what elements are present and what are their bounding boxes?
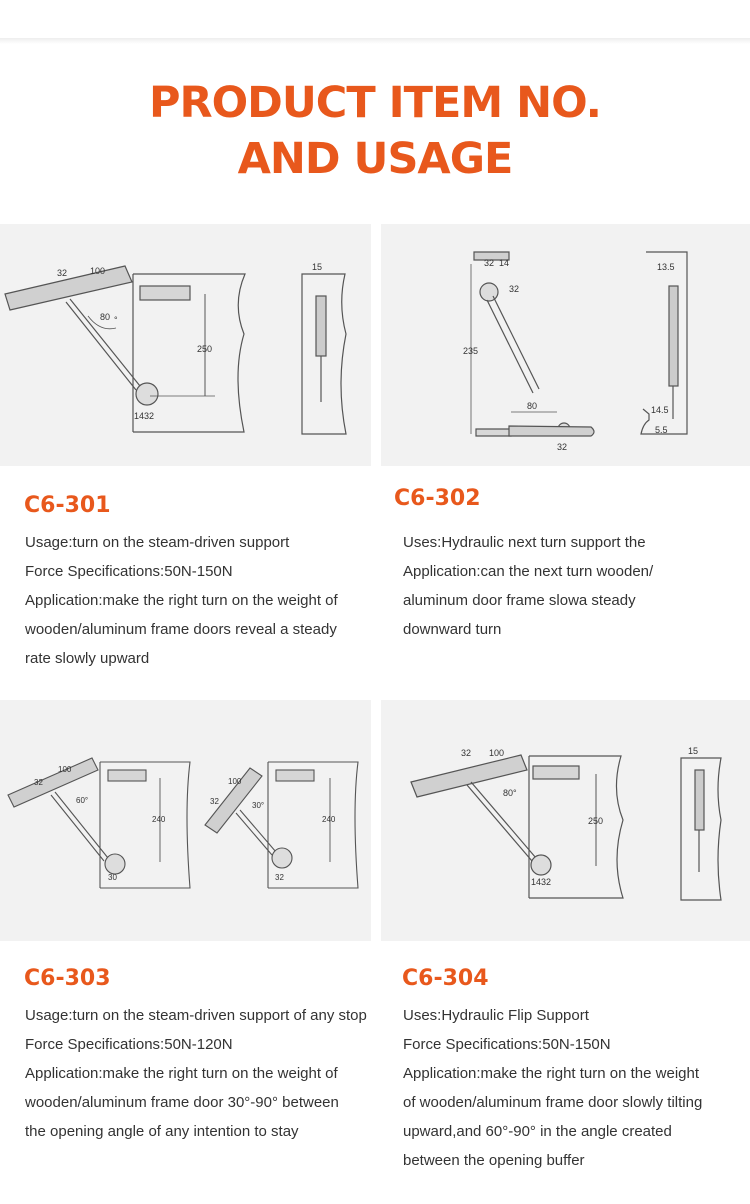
c6-304-dim-b: 100	[489, 748, 505, 758]
description-line: Application:can the next turn wooden/	[403, 563, 654, 580]
description-line: Force Specifications:50N-120N	[25, 1036, 233, 1053]
c6-301-dim-c: 80	[100, 312, 111, 322]
c6-304-dim-c: 80°	[503, 788, 517, 798]
c6-302-dim-g: 13.5	[657, 262, 675, 272]
description-line: aluminum door frame slowa steady	[403, 592, 636, 609]
description-line: of wooden/aluminum frame door slowly tilting	[403, 1094, 703, 1111]
c6-303-drawing	[0, 700, 371, 941]
c6-303-dim-f: 100	[228, 777, 242, 786]
c6-302-drawing	[381, 224, 750, 466]
product-code-c6-304: C6-304	[402, 966, 489, 991]
c6-302-dim-f: 32	[557, 442, 568, 452]
description-line: Application:make the right turn on the weight of	[25, 592, 338, 609]
description-line: wooden/aluminum frame doors reveal a steady	[25, 621, 337, 638]
description-line: Force Specifications:50N-150N	[25, 563, 233, 580]
c6-303-dim-c: 60°	[76, 796, 89, 805]
c6-303-dim-a: 32	[34, 778, 43, 787]
description-line: the opening angle of any intention to stay	[25, 1123, 299, 1140]
product-description-c6-301	[25, 528, 338, 673]
c6-304-dim-f: 15	[688, 746, 699, 756]
c6-304-drawing	[381, 700, 750, 941]
diagram-panel-c6-301	[0, 224, 371, 466]
c6-302-dim-e: 80	[527, 401, 538, 411]
description-line: Force Specifications:50N-150N	[403, 1036, 611, 1053]
product-code-c6-302: C6-302	[394, 486, 481, 511]
description-line: rate slowly upward	[25, 650, 150, 667]
diagram-panel-c6-303	[0, 700, 371, 941]
c6-304-dim-d: 250	[588, 816, 604, 826]
c6-302-dim-h: 14.5	[651, 405, 669, 415]
c6-303-dim-d: 240	[152, 815, 166, 824]
c6-301-dim-f: 1432	[134, 411, 155, 421]
product-description-c6-302	[403, 528, 653, 644]
diagram-panel-c6-304	[381, 700, 750, 941]
c6-301-dim-d: °	[114, 315, 118, 325]
page-title-line-1: PRODUCT ITEM NO.	[148, 78, 602, 128]
c6-301-dim-g: 15	[312, 262, 323, 272]
c6-303-dim-g: 32	[210, 797, 219, 806]
c6-303-dim-b: 100	[58, 765, 72, 774]
description-line: Uses:Hydraulic next turn support the	[403, 534, 646, 551]
description-line: downward turn	[403, 621, 502, 638]
c6-301-drawing	[0, 224, 371, 466]
description-line: Application:make the right turn on the weight	[403, 1065, 700, 1082]
c6-302-dim-b: 14	[499, 258, 510, 268]
c6-302-dim-i: 5.5	[655, 425, 668, 435]
page-title-line-2: AND USAGE	[237, 134, 513, 184]
c6-303-dim-i: 240	[322, 815, 336, 824]
c6-303-dim-j: 32	[275, 873, 284, 882]
product-description-c6-304	[403, 1001, 702, 1175]
c6-301-dim-b: 100	[90, 266, 106, 276]
c6-302-dim-c: 32	[509, 284, 520, 294]
description-line: Usage:turn on the steam-driven support	[25, 534, 290, 551]
description-line: Application:make the right turn on the weight of	[25, 1065, 338, 1082]
description-line: wooden/aluminum frame door 30°-90° between	[25, 1094, 339, 1111]
diagram-panel-c6-302	[381, 224, 750, 466]
top-divider	[0, 38, 750, 44]
description-line: between the opening buffer	[403, 1152, 585, 1169]
c6-301-dim-a: 32	[57, 268, 68, 278]
c6-304-dim-a: 32	[461, 748, 472, 758]
description-line: Uses:Hydraulic Flip Support	[403, 1007, 589, 1024]
c6-302-dim-a: 32	[484, 258, 495, 268]
c6-303-dim-e: 30	[108, 873, 117, 882]
description-line: upward,and 60°-90° in the angle created	[403, 1123, 672, 1140]
product-code-c6-301: C6-301	[24, 493, 111, 518]
c6-304-dim-e: 1432	[531, 877, 552, 887]
description-line: Usage:turn on the steam-driven support of any stop	[25, 1007, 367, 1024]
product-description-c6-303	[25, 1001, 367, 1146]
c6-302-dim-d: 235	[463, 346, 479, 356]
c6-303-dim-h: 30°	[252, 801, 265, 810]
c6-301-dim-e: 250	[197, 344, 213, 354]
product-code-c6-303: C6-303	[24, 966, 111, 991]
